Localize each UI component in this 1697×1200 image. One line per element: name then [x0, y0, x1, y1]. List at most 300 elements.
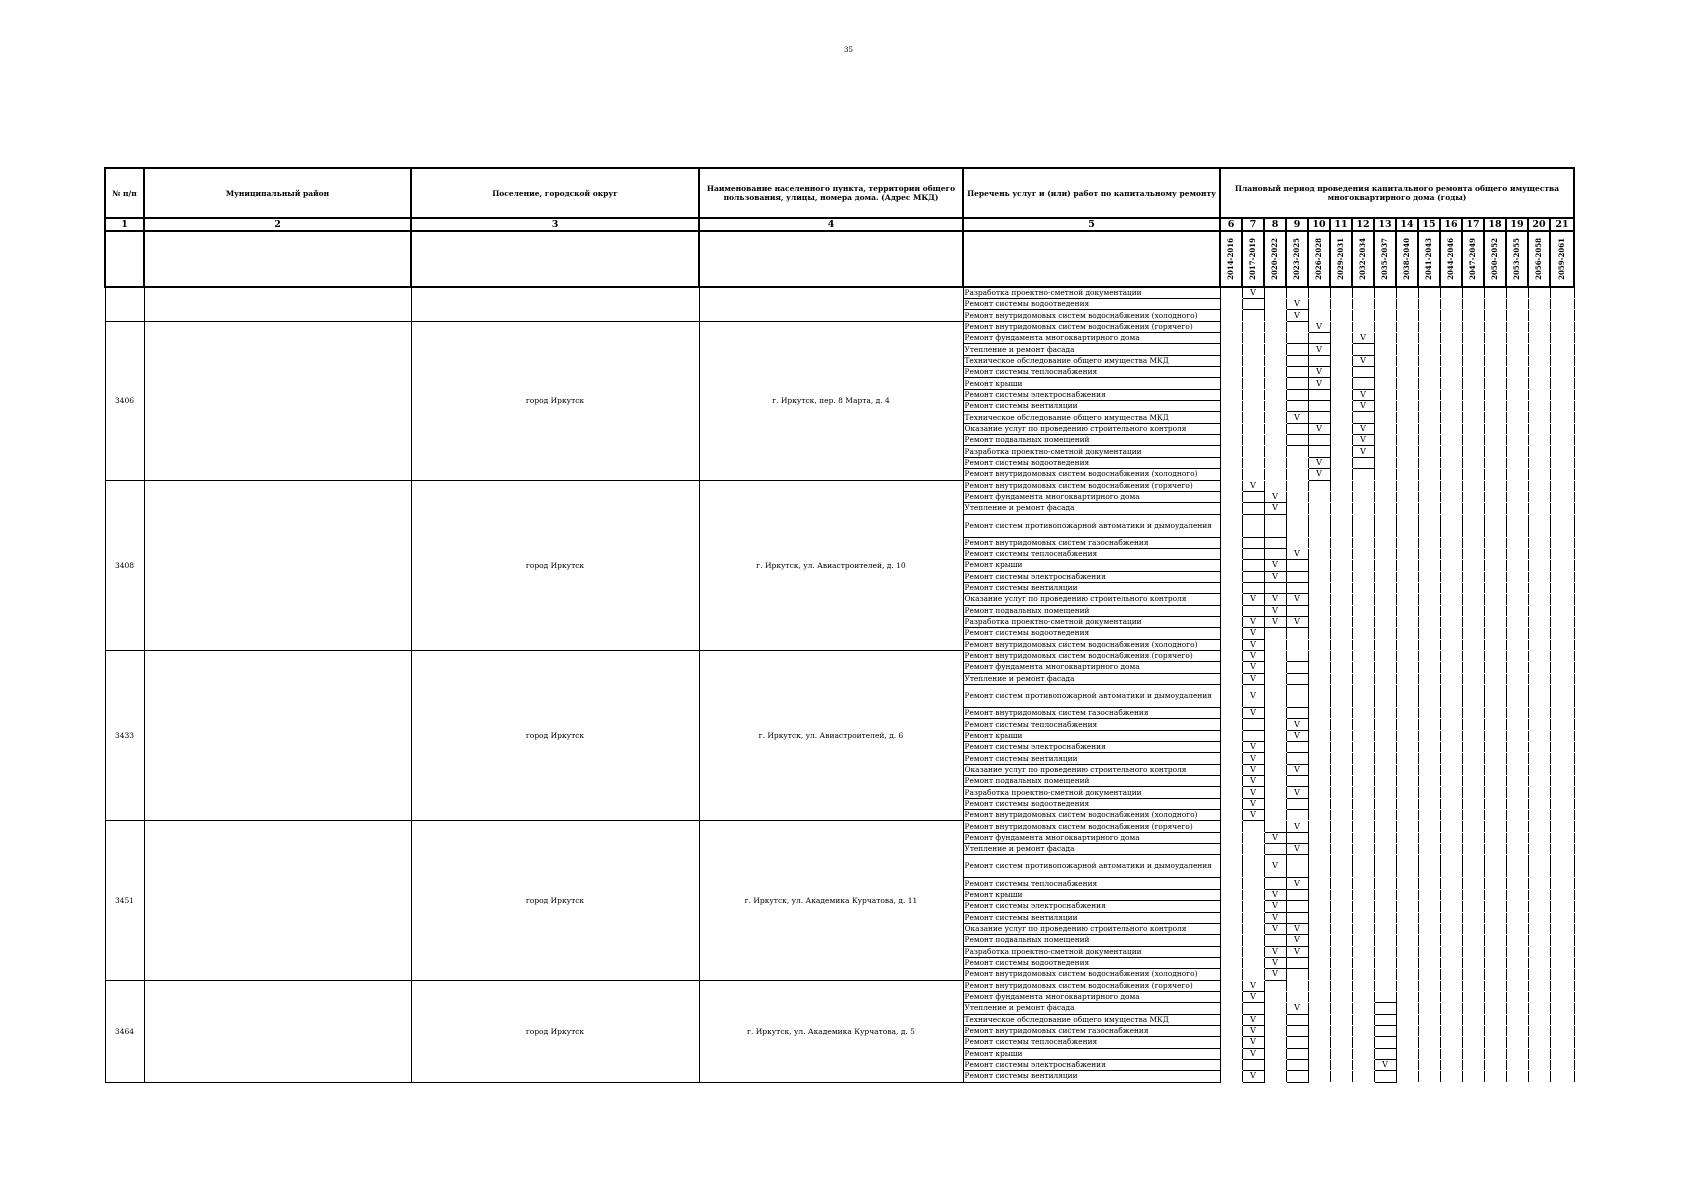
period-cell [1264, 764, 1286, 775]
period-cell [1286, 742, 1308, 753]
period-cell [1374, 650, 1396, 661]
period-cell [1352, 344, 1374, 355]
period-cell [1484, 662, 1506, 673]
period-cell [1440, 423, 1462, 434]
period-cell [1220, 367, 1242, 378]
period-cell [1308, 764, 1330, 775]
settlement-cell [411, 287, 699, 321]
period-cell [1374, 878, 1396, 889]
table-row [105, 980, 1574, 991]
period-cell [1330, 401, 1352, 412]
period-cell [1528, 719, 1550, 730]
period-cell [1352, 1014, 1374, 1025]
period-cell [1286, 401, 1308, 412]
period-cell [1374, 719, 1396, 730]
period-cell [1484, 537, 1506, 548]
period-cell [1484, 423, 1506, 434]
period-cell [1418, 537, 1440, 548]
period-cell [1330, 650, 1352, 661]
period-cell [1264, 457, 1286, 468]
period-cell [1506, 764, 1528, 775]
period-cell [1440, 1059, 1462, 1070]
period-cell [1440, 1003, 1462, 1014]
period-cell [1330, 821, 1352, 832]
period-cell [1242, 719, 1264, 730]
period-cell [1396, 742, 1418, 753]
period-cell [1550, 446, 1574, 457]
period-cell [1550, 753, 1574, 764]
period-cell [1550, 571, 1574, 582]
period-cell [1462, 412, 1484, 423]
period-cell [1440, 923, 1462, 934]
period-cell [1462, 889, 1484, 900]
period-cell [1220, 742, 1242, 753]
check-mark: V [1264, 571, 1286, 582]
period-cell [1396, 389, 1418, 400]
check-mark: V [1242, 776, 1264, 787]
work-item: Ремонт внутридомовых систем водоснабжения (горячего) [963, 650, 1220, 661]
check-mark: V [1286, 1003, 1308, 1014]
column-number-row [105, 218, 1574, 231]
period-cell [1264, 412, 1286, 423]
house-number: 3406 [105, 321, 144, 480]
period-cell [1506, 810, 1528, 821]
period-cell [1220, 310, 1242, 321]
work-item: Ремонт системы водоотведения [963, 457, 1220, 468]
period-cell [1352, 378, 1374, 389]
period-cell [1418, 457, 1440, 468]
period-cell [1220, 878, 1242, 889]
period-cell [1418, 673, 1440, 684]
period-cell [1418, 287, 1440, 299]
period-cell [1396, 401, 1418, 412]
period-cell [1286, 1014, 1308, 1025]
period-cell [1506, 878, 1528, 889]
period-cell [1264, 514, 1286, 537]
period-cell [1330, 594, 1352, 605]
period-cell [1528, 662, 1550, 673]
table-body [105, 287, 1574, 1082]
period-cell [1506, 310, 1528, 321]
period-cell [1330, 412, 1352, 423]
work-item: Ремонт системы водоотведения [963, 957, 1220, 968]
period-cell [1462, 730, 1484, 741]
period-cell [1374, 787, 1396, 798]
column-number: 17 [1462, 218, 1484, 231]
period-cell [1462, 821, 1484, 832]
period-cell [1374, 321, 1396, 332]
period-cell [1528, 423, 1550, 434]
period-cell [1418, 412, 1440, 423]
work-item: Ремонт подвальных помещений [963, 435, 1220, 446]
column-number: 20 [1528, 218, 1550, 231]
period-cell [1374, 1003, 1396, 1014]
period-label: 2038-2040 [1402, 238, 1411, 280]
period-cell [1286, 389, 1308, 400]
period-cell [1330, 287, 1352, 299]
period-cell [1528, 503, 1550, 514]
period-cell [1462, 957, 1484, 968]
period-cell [1286, 708, 1308, 719]
period-cell [1440, 548, 1462, 559]
period-cell [1528, 969, 1550, 980]
period-cell [1528, 378, 1550, 389]
period-cell [1286, 378, 1308, 389]
period-cell [1462, 446, 1484, 457]
period-cell [1352, 901, 1374, 912]
period-cell [1220, 901, 1242, 912]
period-cell [1462, 673, 1484, 684]
period-cell [1506, 491, 1528, 502]
period-cell [1528, 582, 1550, 593]
period-header [1264, 231, 1286, 287]
period-cell [1484, 798, 1506, 809]
period-cell [1440, 662, 1462, 673]
period-cell [1220, 389, 1242, 400]
district-cell [144, 287, 411, 321]
period-cell [1440, 832, 1462, 843]
check-mark: V [1242, 787, 1264, 798]
period-cell [1528, 605, 1550, 616]
period-cell [1550, 764, 1574, 775]
period-cell [1396, 514, 1418, 537]
period-cell [1484, 1059, 1506, 1070]
period-cell [1264, 389, 1286, 400]
period-cell [1484, 571, 1506, 582]
period-cell [1396, 946, 1418, 957]
period-cell [1506, 673, 1528, 684]
period-cell [1242, 969, 1264, 980]
house-number: 3408 [105, 480, 144, 650]
period-cell [1308, 1014, 1330, 1025]
period-label: 2017-2019 [1248, 238, 1257, 280]
period-cell [1506, 923, 1528, 934]
work-item: Ремонт фундамента многоквартирного дома [963, 333, 1220, 344]
period-label: 2053-2055 [1512, 238, 1521, 280]
period-cell [1550, 685, 1574, 708]
period-cell [1220, 560, 1242, 571]
period-cell [1550, 650, 1574, 661]
period-header [1330, 231, 1352, 287]
period-cell [1352, 980, 1374, 991]
period-cell [1374, 435, 1396, 446]
period-cell [1462, 1025, 1484, 1036]
period-cell [1396, 1071, 1418, 1082]
period-cell [1484, 299, 1506, 310]
period-cell [1550, 912, 1574, 923]
period-cell [1506, 389, 1528, 400]
period-cell [1220, 321, 1242, 332]
check-mark: V [1242, 594, 1264, 605]
check-mark: V [1308, 321, 1330, 332]
period-cell [1374, 639, 1396, 650]
period-cell [1506, 946, 1528, 957]
period-cell [1462, 310, 1484, 321]
period-cell [1352, 412, 1374, 423]
period-cell [1506, 628, 1528, 639]
period-cell [1550, 798, 1574, 809]
period-cell [1220, 991, 1242, 1002]
check-mark: V [1286, 594, 1308, 605]
period-cell [1506, 650, 1528, 661]
period-cell [1506, 401, 1528, 412]
period-cell [1484, 685, 1506, 708]
period-cell [1286, 571, 1308, 582]
period-cell [1220, 832, 1242, 843]
period-cell [1352, 299, 1374, 310]
period-cell [1374, 889, 1396, 900]
period-cell [1352, 503, 1374, 514]
period-cell [1484, 923, 1506, 934]
period-cell [1528, 594, 1550, 605]
check-mark: V [1264, 560, 1286, 571]
check-mark: V [1286, 299, 1308, 310]
period-cell [1462, 514, 1484, 537]
check-mark: V [1286, 787, 1308, 798]
period-header [1308, 231, 1330, 287]
period-cell [1528, 946, 1550, 957]
period-cell [1374, 480, 1396, 491]
period-cell [1352, 582, 1374, 593]
period-cell [1506, 821, 1528, 832]
period-cell [1220, 1037, 1242, 1048]
period-cell [1330, 1014, 1352, 1025]
period-cell [1330, 480, 1352, 491]
period-cell [1550, 980, 1574, 991]
period-cell [1506, 844, 1528, 855]
period-cell [1484, 946, 1506, 957]
period-cell [1484, 844, 1506, 855]
check-mark: V [1286, 923, 1308, 934]
period-cell [1286, 287, 1308, 299]
period-cell [1286, 912, 1308, 923]
period-cell [1506, 957, 1528, 968]
period-label: 2020-2022 [1270, 238, 1279, 280]
period-cell [1418, 1014, 1440, 1025]
column-number: 4 [699, 218, 963, 231]
period-cell [1286, 662, 1308, 673]
period-cell [1484, 742, 1506, 753]
period-header [1242, 231, 1264, 287]
period-cell [1462, 594, 1484, 605]
period-cell [1440, 310, 1462, 321]
period-cell [1506, 912, 1528, 923]
work-item: Ремонт системы вентиляции [963, 753, 1220, 764]
work-item: Ремонт системы вентиляции [963, 912, 1220, 923]
period-cell [1440, 946, 1462, 957]
period-cell [1242, 878, 1264, 889]
work-item: Ремонт системы электроснабжения [963, 742, 1220, 753]
period-cell [1506, 616, 1528, 627]
period-cell [1506, 469, 1528, 480]
period-cell [1440, 685, 1462, 708]
period-cell [1462, 616, 1484, 627]
period-cell [1528, 901, 1550, 912]
check-mark: V [1308, 378, 1330, 389]
period-cell [1462, 423, 1484, 434]
period-cell [1242, 855, 1264, 878]
period-cell [1484, 912, 1506, 923]
period-cell [1286, 969, 1308, 980]
period-cell [1374, 571, 1396, 582]
district-cell [144, 321, 411, 480]
period-cell [1264, 628, 1286, 639]
period-cell [1286, 457, 1308, 468]
period-cell [1352, 491, 1374, 502]
period-cell [1484, 1037, 1506, 1048]
check-mark: V [1286, 730, 1308, 741]
period-cell [1352, 310, 1374, 321]
check-mark: V [1242, 1025, 1264, 1036]
period-cell [1330, 1025, 1352, 1036]
period-cell [1242, 730, 1264, 741]
period-cell [1308, 389, 1330, 400]
period-cell [1220, 969, 1242, 980]
period-cell [1550, 776, 1574, 787]
check-mark: V [1264, 605, 1286, 616]
period-cell [1506, 333, 1528, 344]
period-cell [1264, 1059, 1286, 1070]
period-cell [1484, 446, 1506, 457]
period-cell [1506, 605, 1528, 616]
check-mark: V [1264, 594, 1286, 605]
period-cell [1396, 582, 1418, 593]
check-mark: V [1242, 1048, 1264, 1059]
period-cell [1528, 401, 1550, 412]
period-cell [1462, 832, 1484, 843]
period-cell [1462, 355, 1484, 366]
period-cell [1352, 742, 1374, 753]
period-label: 2029-2031 [1336, 238, 1345, 280]
period-cell [1286, 355, 1308, 366]
period-cell [1220, 844, 1242, 855]
work-item: Ремонт систем противопожарной автоматики и дымоудаления [963, 685, 1220, 708]
check-mark: V [1308, 469, 1330, 480]
period-cell [1550, 855, 1574, 878]
column-number: 21 [1550, 218, 1574, 231]
period-cell [1528, 355, 1550, 366]
period-cell [1352, 753, 1374, 764]
period-cell [1528, 708, 1550, 719]
period-cell [1220, 299, 1242, 310]
period-cell [1286, 901, 1308, 912]
period-cell [1418, 1003, 1440, 1014]
period-cell [1550, 719, 1574, 730]
period-cell [1396, 685, 1418, 708]
period-cell [1396, 730, 1418, 741]
period-cell [1396, 560, 1418, 571]
period-cell [1308, 776, 1330, 787]
period-cell [1528, 571, 1550, 582]
period-cell [1418, 662, 1440, 673]
work-item: Ремонт системы вентиляции [963, 582, 1220, 593]
period-cell [1374, 957, 1396, 968]
period-cell [1330, 1048, 1352, 1059]
period-cell [1396, 1014, 1418, 1025]
period-cell [1550, 662, 1574, 673]
period-cell [1330, 560, 1352, 571]
period-cell [1264, 991, 1286, 1002]
period-cell [1242, 435, 1264, 446]
district-cell [144, 650, 411, 820]
period-cell [1264, 776, 1286, 787]
check-mark: V [1352, 355, 1374, 366]
period-label: 2026-2028 [1314, 238, 1323, 280]
period-cell [1440, 764, 1462, 775]
period-cell [1220, 889, 1242, 900]
period-cell [1308, 571, 1330, 582]
address-cell: г. Иркутск, ул. Авиастроителей, д. 10 [699, 480, 963, 650]
period-cell [1506, 787, 1528, 798]
period-cell [1506, 1059, 1528, 1070]
period-cell [1462, 628, 1484, 639]
period-cell [1374, 810, 1396, 821]
period-cell [1308, 1037, 1330, 1048]
period-cell [1484, 548, 1506, 559]
period-cell [1220, 673, 1242, 684]
period-cell [1462, 912, 1484, 923]
period-cell [1440, 571, 1462, 582]
period-cell [1220, 333, 1242, 344]
period-cell [1550, 582, 1574, 593]
district-cell [144, 480, 411, 650]
period-cell [1418, 344, 1440, 355]
period-cell [1506, 299, 1528, 310]
period-cell [1308, 844, 1330, 855]
period-cell [1242, 844, 1264, 855]
period-cell [1462, 1071, 1484, 1082]
period-cell [1308, 946, 1330, 957]
period-cell [1462, 1037, 1484, 1048]
period-cell [1528, 753, 1550, 764]
period-cell [1396, 708, 1418, 719]
period-cell [1418, 844, 1440, 855]
period-cell [1308, 650, 1330, 661]
period-cell [1330, 787, 1352, 798]
period-cell [1374, 514, 1396, 537]
period-cell [1440, 355, 1462, 366]
period-cell [1506, 1037, 1528, 1048]
period-cell [1484, 673, 1506, 684]
period-cell [1440, 560, 1462, 571]
period-cell [1550, 310, 1574, 321]
period-cell [1462, 742, 1484, 753]
period-cell [1418, 367, 1440, 378]
period-cell [1308, 412, 1330, 423]
column-number: 12 [1352, 218, 1374, 231]
period-cell [1264, 299, 1286, 310]
period-cell [1308, 923, 1330, 934]
period-cell [1418, 480, 1440, 491]
period-cell [1352, 776, 1374, 787]
period-cell [1484, 957, 1506, 968]
period-cell [1462, 378, 1484, 389]
period-cell [1220, 480, 1242, 491]
period-cell [1396, 344, 1418, 355]
period-cell [1374, 980, 1396, 991]
period-cell [1242, 912, 1264, 923]
period-cell [1264, 548, 1286, 559]
work-item: Утепление и ремонт фасада [963, 344, 1220, 355]
period-cell [1308, 333, 1330, 344]
period-cell [1528, 616, 1550, 627]
period-cell [1308, 616, 1330, 627]
period-cell [1462, 605, 1484, 616]
work-item: Ремонт подвальных помещений [963, 776, 1220, 787]
period-cell [1242, 299, 1264, 310]
period-cell [1418, 639, 1440, 650]
period-cell [1330, 832, 1352, 843]
